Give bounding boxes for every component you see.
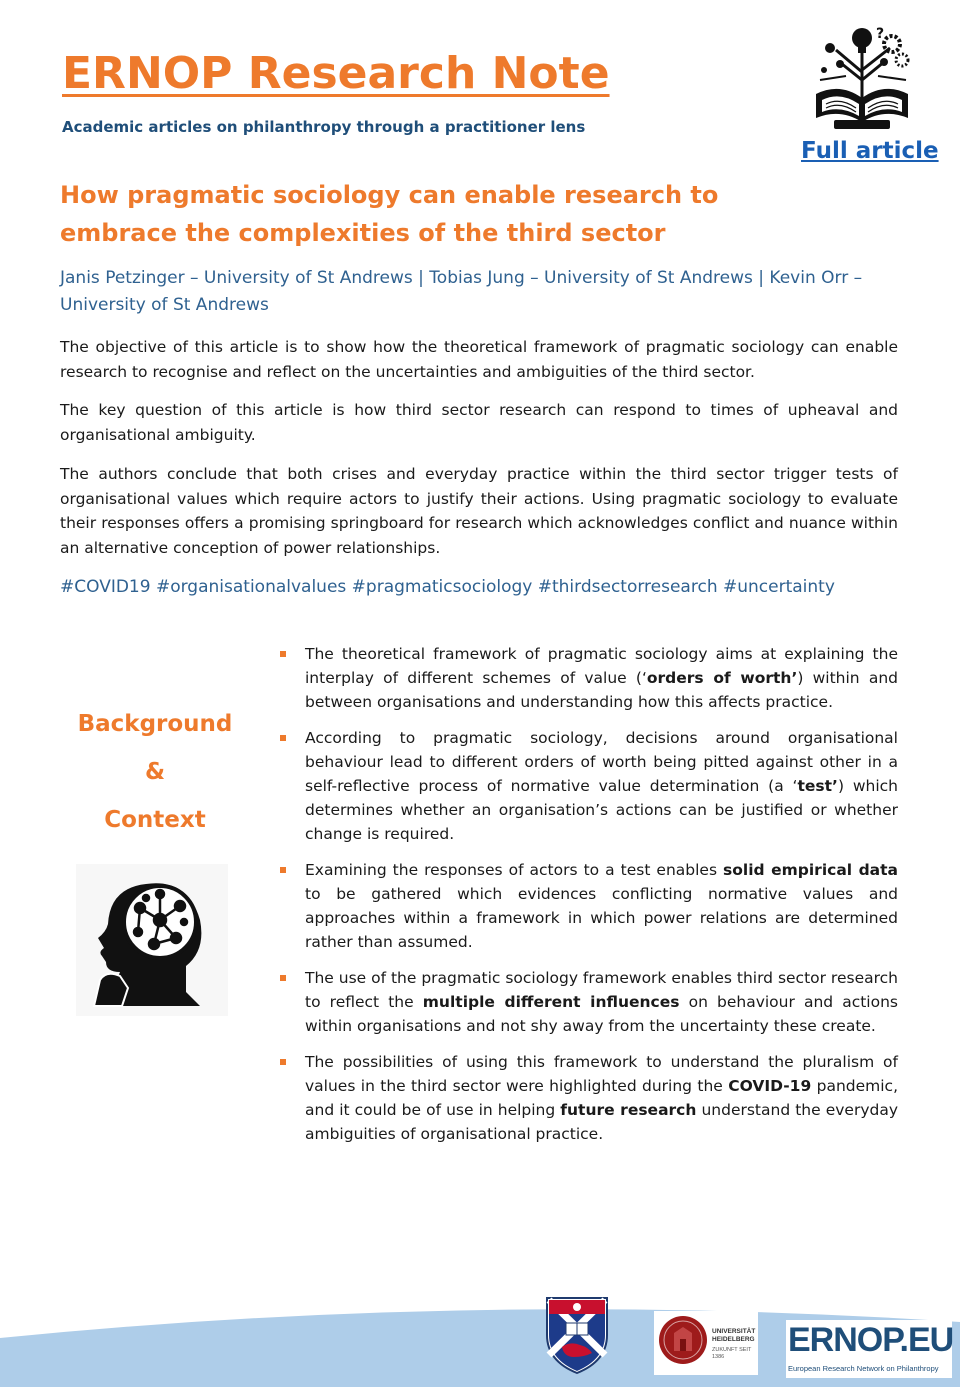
list-item xyxy=(280,1050,898,1146)
bullet-text: ) which determines whether an organisation’s actions can be justified or whether change is required. xyxy=(305,777,898,843)
bullet-text: pandemic, and it could be of use in helping xyxy=(305,1077,899,1119)
page-subtitle: Academic articles on philanthropy through a practitioner lens xyxy=(62,118,586,136)
head-network-thinking-icon xyxy=(76,864,228,1016)
bullet-bold-text: test’ xyxy=(797,777,838,795)
bullet-square-icon xyxy=(280,1059,286,1065)
bullet-text: to be gathered which evidences conflicting normative values and approaches within a framework in which power relations are determined rather than assumed. xyxy=(305,885,898,951)
ernop-logo[interactable] xyxy=(786,1320,952,1378)
background-bullet-list xyxy=(280,642,898,1158)
objective-paragraph: The objective of this article is to show how the theoretical framework of pragmatic sociology can enable research to recognise and reflect on the uncertainties and ambiguities of the third sector. xyxy=(60,338,898,381)
hashtags: #COVID19 #organisationalvalues #pragmaticsociology #thirdsectorresearch #uncertainty xyxy=(60,577,835,597)
bullet-text: According to pragmatic sociology, decisions around organisational behaviour lead to different orders of worth being pitted against other in a self-reflective process of normative value determination (a ‘ xyxy=(305,729,898,795)
page-title: ERNOP Research Note xyxy=(62,48,610,99)
article-authors: Janis Petzinger – University of St Andrews | Tobias Jung – University of St Andrews | Kevin Orr – University of St Andrews xyxy=(60,268,863,315)
bullet-bold-text: solid empirical data xyxy=(723,861,898,879)
bullet-text: The use of the pragmatic sociology framework enables third sector research to reflect the xyxy=(305,969,898,1011)
st-andrews-crest-logo xyxy=(544,1295,610,1375)
list-item xyxy=(280,858,898,954)
list-item xyxy=(280,966,898,1038)
background-heading xyxy=(60,700,250,844)
ernop-logo-text: ERNOP.EU xyxy=(788,1321,954,1359)
heidelberg-seal-icon xyxy=(658,1315,708,1365)
bullet-bold-text: COVID-19 xyxy=(728,1077,812,1095)
background-heading-line: Background xyxy=(77,711,233,737)
bullet-square-icon xyxy=(280,975,286,981)
list-item xyxy=(280,726,898,846)
svg-text:?: ? xyxy=(876,26,885,42)
ernop-tagline: European Research Network on Philanthropy xyxy=(788,1364,939,1373)
bullet-text: Examining the responses of actors to a test enables xyxy=(305,861,724,879)
bullet-bold-text: orders of worth’ xyxy=(646,669,798,687)
full-article-link[interactable]: Full article xyxy=(801,138,939,164)
heidelberg-name: UNIVERSITÄT HEIDELBERG xyxy=(712,1328,756,1343)
heidelberg-logo xyxy=(654,1311,758,1375)
conclusion-paragraph: The authors conclude that both crises and everyday practice within the third sector trigger tests of organisational values which require actors to justify their actions. Using pragmatic sociology to evaluate their responses offers a promising springboard for research which acknowledges conflict and nuance within an alternative conception of power relationships. xyxy=(60,465,898,557)
background-heading-line: Context xyxy=(104,807,206,833)
heidelberg-tagline: ZUKUNFT SEIT 1386 xyxy=(712,1347,752,1360)
bullet-text: The possibilities of using this framework to understand the pluralism of values in the third sector were highlighted during the xyxy=(305,1053,898,1095)
bullet-text: The theoretical framework of pragmatic sociology aims at explaining the interplay of different schemes of value (‘ xyxy=(305,645,898,687)
book-tree-idea-icon xyxy=(806,20,918,134)
list-item xyxy=(280,642,898,714)
bullet-square-icon xyxy=(280,735,286,741)
article-title: How pragmatic sociology can enable research to embrace the complexities of the third sector xyxy=(60,181,719,247)
bullet-text: understand the everyday ambiguities of organisational practice. xyxy=(305,1101,899,1143)
bullet-square-icon xyxy=(280,867,286,873)
bullet-bold-text: future research xyxy=(560,1101,697,1119)
bullet-text: ) within and between organisations and understanding how this affects practice. xyxy=(305,669,899,711)
background-heading-ampersand: & xyxy=(144,759,166,785)
bullet-text: on behaviour and actions within organisations and not shy away from the uncertainty these create. xyxy=(305,993,898,1035)
bullet-square-icon xyxy=(280,651,286,657)
bullet-bold-text: multiple different influences xyxy=(422,993,680,1011)
key-question-paragraph: The key question of this article is how third sector research can respond to times of upheaval and organisational ambiguity. xyxy=(60,401,898,444)
